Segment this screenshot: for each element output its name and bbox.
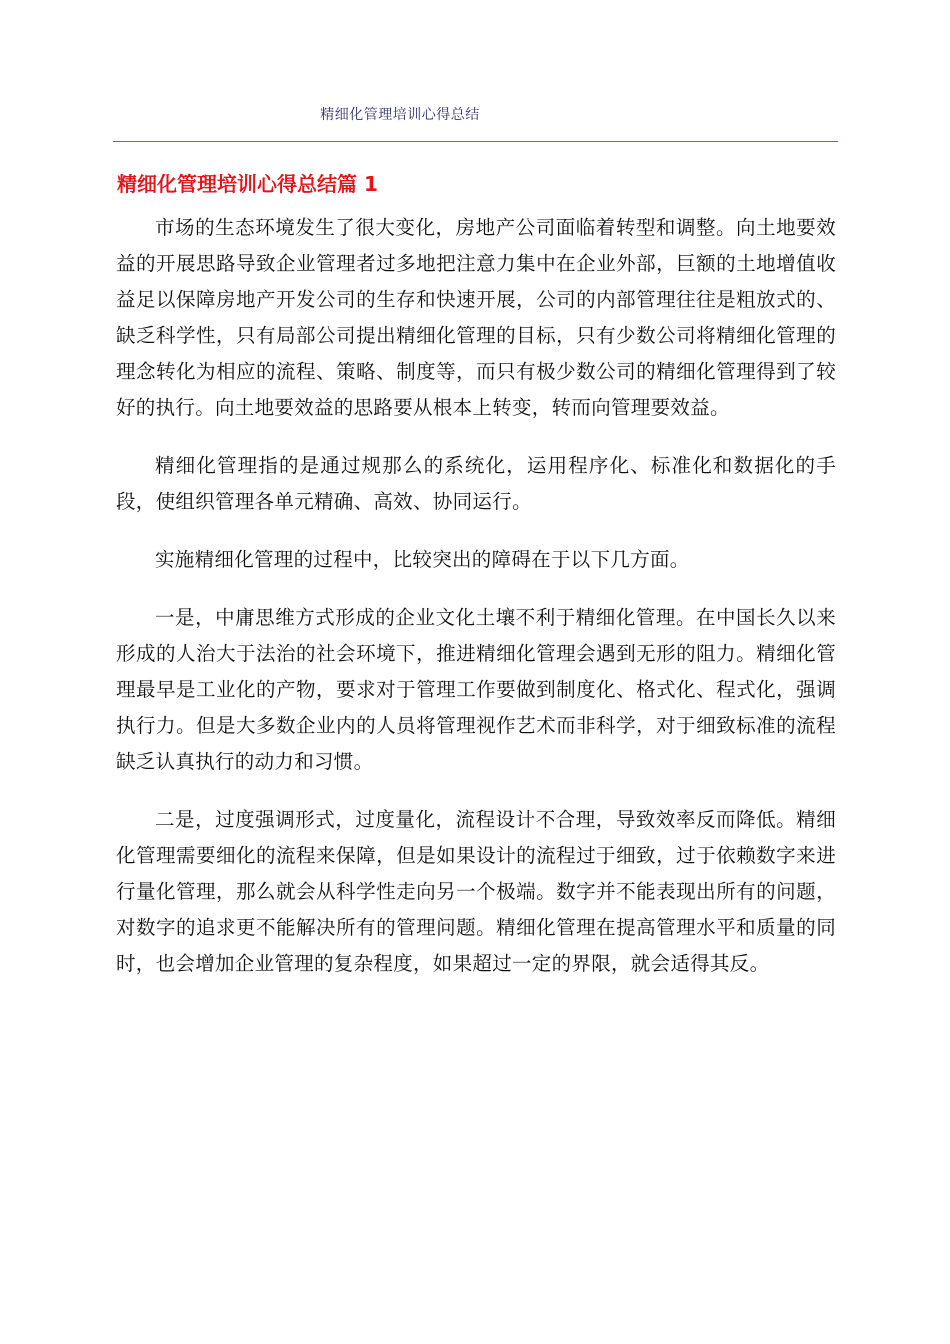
document-title: 精细化管理培训心得总结篇 1 [117,172,378,196]
paragraph: 一是，中庸思维方式形成的企业文化土壤不利于精细化管理。在中国长久以来形成的人治大于法治的社会环境下，推进精细化管理会遇到无形的阻力。精细化管理最早是工业化的产物，要求对于管理工作要做到制度化、格式化、程式化，强调执行力。但是大多数企业内的人员将管理视作艺术而非科学，对于细致标准的流程缺乏认真执行的动力和习惯。 [116,606,836,773]
paragraph: 实施精细化管理的过程中，比较突出的障碍在于以下几方面。 [155,548,690,571]
paragraph: 市场的生态环境发生了很大变化，房地产公司面临着转型和调整。向土地要效益的开展思路导致企业管理者过多地把注意力集中在企业外部，巨额的土地增值收益足以保障房地产开发公司的生存和快速开展，公司的内部管理往往是粗放式的、缺乏科学性，只有局部公司提出精细化管理的目标，只有少数公司将精细化管理的理念转化为相应的流程、策略、制度等，而只有极少数公司的精细化管理得到了较好的执行。向土地要效益的思路要从根本上转变，转而向管理要效益。 [116,216,836,419]
document-body [116,210,836,1004]
header-divider [113,141,838,142]
paragraph: 二是，过度强调形式，过度量化，流程设计不合理，导致效率反而降低。精细化管理需要细化的流程来保障，但是如果设计的流程过于细致，过于依赖数字来进行量化管理，那么就会从科学性走向另一个极端。数字并不能表现出所有的问题，对数字的追求更不能解决所有的管理问题。精细化管理在提高管理水平和质量的同时，也会增加企业管理的复杂程度，如果超过一定的界限，就会适得其反。 [116,808,836,975]
running-header: 精细化管理培训心得总结 [320,107,480,123]
paragraph: 精细化管理指的是通过规那么的系统化，运用程序化、标准化和数据化的手段，使组织管理各单元精确、高效、协同运行。 [116,454,836,513]
